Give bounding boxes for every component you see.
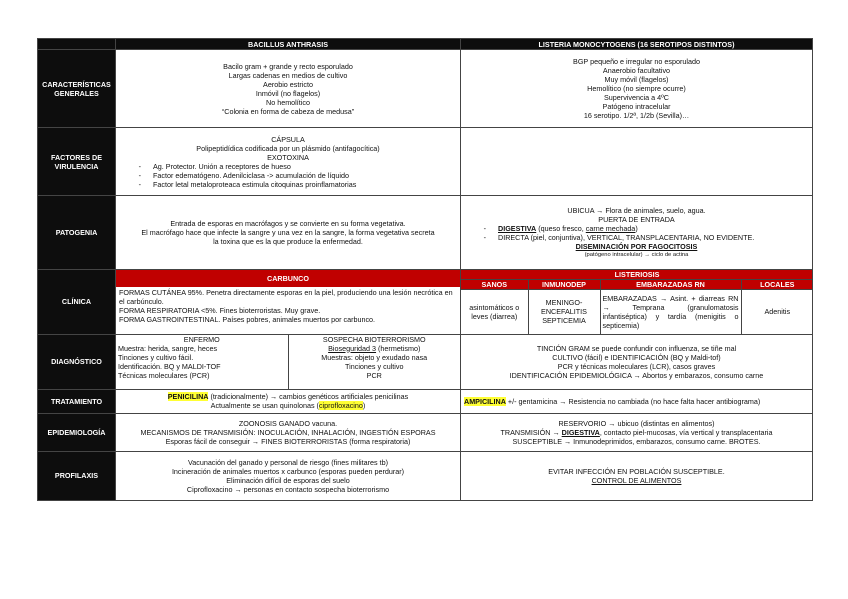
text-line: Identificación. BQ y MALDI-TOF — [118, 361, 221, 371]
ampicilina-term: AMPICILINA — [464, 396, 506, 406]
text-frag: TRANSMISIÓN → — [500, 427, 562, 437]
row-label-epidemiologia: EPIDEMIOLOGÍA — [38, 413, 116, 451]
enfermo-cell — [116, 335, 288, 389]
col-embarazadas: EMBARAZADAS RN — [600, 280, 741, 290]
text-line: Incineración de animales muertos x carbunco (esporas pueden perdurar) — [171, 466, 405, 476]
virulencia-listeria — [461, 128, 813, 196]
text-frag: (tradicionalmente) → cambios genéticos artificiales penicilinas — [208, 392, 409, 401]
text-line: IDENTIFICACIÓN EPIDEMIOLÓGICA → Abortos y embarazos, consumo carne — [509, 370, 764, 380]
virulencia-anthrax — [116, 128, 461, 196]
penicilina-line — [119, 392, 457, 401]
header-empty — [38, 39, 116, 50]
list-item: - Factor letal metaloproteaca estimula citoquinas proinflamatorias — [143, 180, 457, 189]
tratamiento-listeria — [461, 389, 813, 413]
row-label-clinica: CLÍNICA — [38, 270, 116, 335]
text-frag: ) — [635, 223, 638, 233]
listeriosis-header: LISTERIOSIS — [461, 270, 813, 280]
row-label-diagnostico: DIAGNÓSTICO — [38, 334, 116, 389]
row-label-profilaxis: PROFILAXIS — [38, 451, 116, 500]
comparison-table — [37, 38, 813, 501]
text-line: Muy móvil (flagelos) — [604, 75, 669, 84]
digestiva-term: DIGESTIVA — [498, 223, 537, 233]
text-frag: ) — [362, 401, 366, 410]
diseminacion-sub: (patógeno intracelular) → ciclo de actina — [584, 251, 689, 258]
text-line: PCR — [366, 370, 382, 380]
header-anthrax: BACILLUS ANTHRASIS — [116, 39, 461, 50]
text-line: Aerobio estricto — [263, 79, 313, 89]
list-item: - Ag. Protector. Unión a receptores de hueso — [143, 162, 457, 171]
text-line: CONTROL DE ALIMENTOS — [591, 475, 682, 485]
header-listeria: LISTERIA MONOCYTOGENS (16 SEROTIPOS DISTINTOS) — [461, 39, 813, 50]
row-label-generales: CARACTERÍSTICAS GENERALES — [38, 50, 116, 128]
text-line: Patógeno intracelular — [602, 102, 671, 111]
text-line: CULTIVO (fácil) e IDENTIFICACIÓN (BQ y Maldi-tof) — [552, 352, 721, 362]
text-line: FORMAS CUTÁNEA 95%. Penetra directamente esporas en la piel, produciendo una lesión necrótica en el carbúnculo. — [119, 288, 453, 306]
col-sanos: SANOS — [461, 280, 528, 290]
text-frag: , contacto piel-mucosas, vía vertical y transplacentaria — [599, 427, 773, 437]
diagnostico-anthrax — [116, 334, 461, 389]
text-line: Tinciones y cultivo fácil. — [118, 352, 194, 362]
ubicua-line: UBICUA → Flora de animales, suelo, agua. — [567, 205, 706, 215]
exotoxina-list — [119, 162, 457, 189]
comparison-sheet — [37, 38, 812, 501]
list-item-digestiva — [488, 224, 809, 233]
col-inmunodep: INMUNODEP — [528, 280, 600, 290]
text-line: Supervivencia a 4ºC — [604, 93, 669, 102]
row-label-patogenia: PATOGENIA — [38, 196, 116, 270]
text-line: Técnicas moleculares (PCR) — [118, 370, 210, 380]
row-label-tratamiento: TRATAMIENTO — [38, 389, 116, 413]
row-label-virulencia: FACTORES DE VIRULENCIA — [38, 128, 116, 196]
diseminacion-title: DISEMINACIÓN POR FAGOCITOSIS — [575, 241, 698, 251]
text-line: 16 serotipo. 1/2ª, 1/2b (Sevilla)… — [583, 111, 690, 120]
text-line: Muestra: herida, sangre, heces — [118, 343, 218, 353]
text-line: Entrada de esporas en macrófagos y se convierte en su forma vegetativa. — [170, 219, 406, 228]
text-line: Ciprofloxacino → personas en contacto sospecha bioterrorismo — [186, 484, 390, 494]
epidemiologia-anthrax — [116, 413, 461, 451]
text-frag: (queso fresco, — [536, 223, 586, 233]
text-line: Largas cadenas en medios de cultivo — [228, 70, 348, 80]
text-line: FORMA RESPIRATORIA <5%. Fines bioterroristas. Muy grave. — [119, 306, 321, 315]
text-line: Eliminación difícil de esporas del suelo — [226, 475, 350, 485]
text-line: la toxina que es la que produce la enfermedad. — [213, 237, 363, 246]
epidemiologia-listeria — [461, 413, 813, 451]
tratamiento-anthrax — [116, 389, 461, 413]
text-line: RESERVORIO → ubicuo (distintas en alimentos) — [558, 418, 715, 428]
enfermo-title: ENFERMO — [183, 334, 220, 344]
puerta-list — [464, 224, 809, 242]
puerta-title: PUERTA DE ENTRADA — [598, 214, 675, 224]
exotoxina-title: EXOTOXINA — [267, 152, 309, 162]
cell-locales: Adenitis — [741, 290, 813, 334]
digestiva-term: DIGESTIVA — [561, 427, 600, 437]
capsula-desc: Polipeptidídica codificada por un plásmido (antifagocítica) — [196, 143, 380, 153]
text-line: Inmóvil (no flagelos) — [255, 88, 321, 98]
profilaxis-listeria — [461, 451, 813, 500]
carbunco-body — [116, 287, 460, 325]
generales-anthrax — [116, 50, 461, 128]
col-locales: LOCALES — [741, 280, 813, 290]
list-item-directa: - DIRECTA (piel, conjuntiva), VERTICAL, TRANSPLACENTARIA, NO EVIDENTE. — [488, 233, 809, 242]
profilaxis-anthrax — [116, 451, 461, 500]
text-line: No hemolítico — [266, 97, 310, 107]
carbunco-header: CARBUNCO — [116, 270, 460, 287]
text-line: TINCIÓN GRAM se puede confundir con influenza, se tiñe mal — [536, 343, 737, 353]
bioseguridad-line — [291, 344, 459, 353]
text-frag: (hermetismo) — [376, 343, 421, 353]
cell-inmunodep: MENINGO-ENCEFALITIS SEPTICEMIA — [528, 290, 600, 334]
cell-embarazadas: EMBARAZADAS → Asint. + diarreas RN → Temprana (granulomatosis infantiséptica) y tardía (menigitis o septicemia) — [600, 290, 741, 334]
text-frag: Actualmente se usan quinolonas ( — [210, 401, 319, 410]
diagnostico-listeria — [461, 334, 813, 389]
text-line: Bacilo gram + grande y recto esporulado — [223, 61, 353, 71]
text-line: Vacunación del ganado y personal de riesgo (fines militares tb) — [187, 457, 389, 467]
text-frag: +/- gentamicina → Resistencia no cambiada (no hace falta hacer antibiograma) — [505, 396, 761, 406]
text-line: Esporas fácil de conseguir → FINES BIOTERRORISTAS (forma respiratoria) — [165, 436, 411, 446]
bioseguridad-term: Bioseguridad 3 — [328, 343, 377, 353]
text-frag: carne mechada — [585, 223, 636, 233]
text-line: PCR y técnicas moleculares (LCR), casos graves — [557, 361, 716, 371]
capsula-title: CÁPSULA — [271, 134, 305, 144]
generales-listeria — [461, 50, 813, 128]
patogenia-listeria — [461, 196, 813, 270]
text-line: Anaerobio facultativo — [602, 66, 671, 75]
text-line: El macrófago hace que infecte la sangre y una vez en la sangre, la forma vegetativa secreta — [141, 228, 435, 237]
transmision-line — [464, 428, 809, 437]
text-line: Muestras: objeto y exudado nasa — [321, 352, 428, 362]
text-line: Tinciones y cultivo — [345, 361, 404, 371]
text-line: FORMA GASTROINTESTINAL. Países pobres, animales muertos por carbunco. — [119, 315, 376, 324]
text-line: MECANISMOS DE TRANSMISIÓN: INOCULACIÓN, INHALACIÓN, INGESTIÓN ESPORAS — [140, 427, 436, 437]
clinica-anthrax — [116, 270, 461, 335]
clinica-listeria — [461, 270, 813, 335]
sospecha-cell — [288, 335, 460, 389]
text-line: ZOONOSIS GANADO vacuna. — [238, 418, 338, 428]
diagnostico-split — [116, 335, 460, 389]
text-line: Hemolítico (no siempre ocurre) — [587, 84, 686, 93]
patogenia-anthrax — [116, 196, 461, 270]
penicilina-term: PENICILINA — [167, 392, 209, 401]
cell-sanos: asintomáticos o leves (diarrea) — [461, 290, 528, 334]
text-line: EVITAR INFECCIÓN EN POBLACIÓN SUSCEPTIBLE. — [548, 466, 725, 476]
listeriosis-table — [461, 270, 813, 334]
quinolonas-line — [119, 401, 457, 410]
sospecha-title: SOSPECHA BIOTERRORISMO — [322, 334, 426, 344]
text-line: SUSCEPTIBLE → Inmunodeprimidos, embarazos, consumo carne. BROTES. — [512, 436, 761, 446]
ciprofloxacino-term: ciprofloxacino — [318, 401, 363, 410]
text-line: “Colonia en forma de cabeza de medusa” — [221, 106, 355, 116]
list-item: - Factor edematógeno. Adenilciclasa -> acumulación de líquido — [143, 171, 457, 180]
text-line: BGP pequeño e irregular no esporulado — [573, 57, 700, 66]
